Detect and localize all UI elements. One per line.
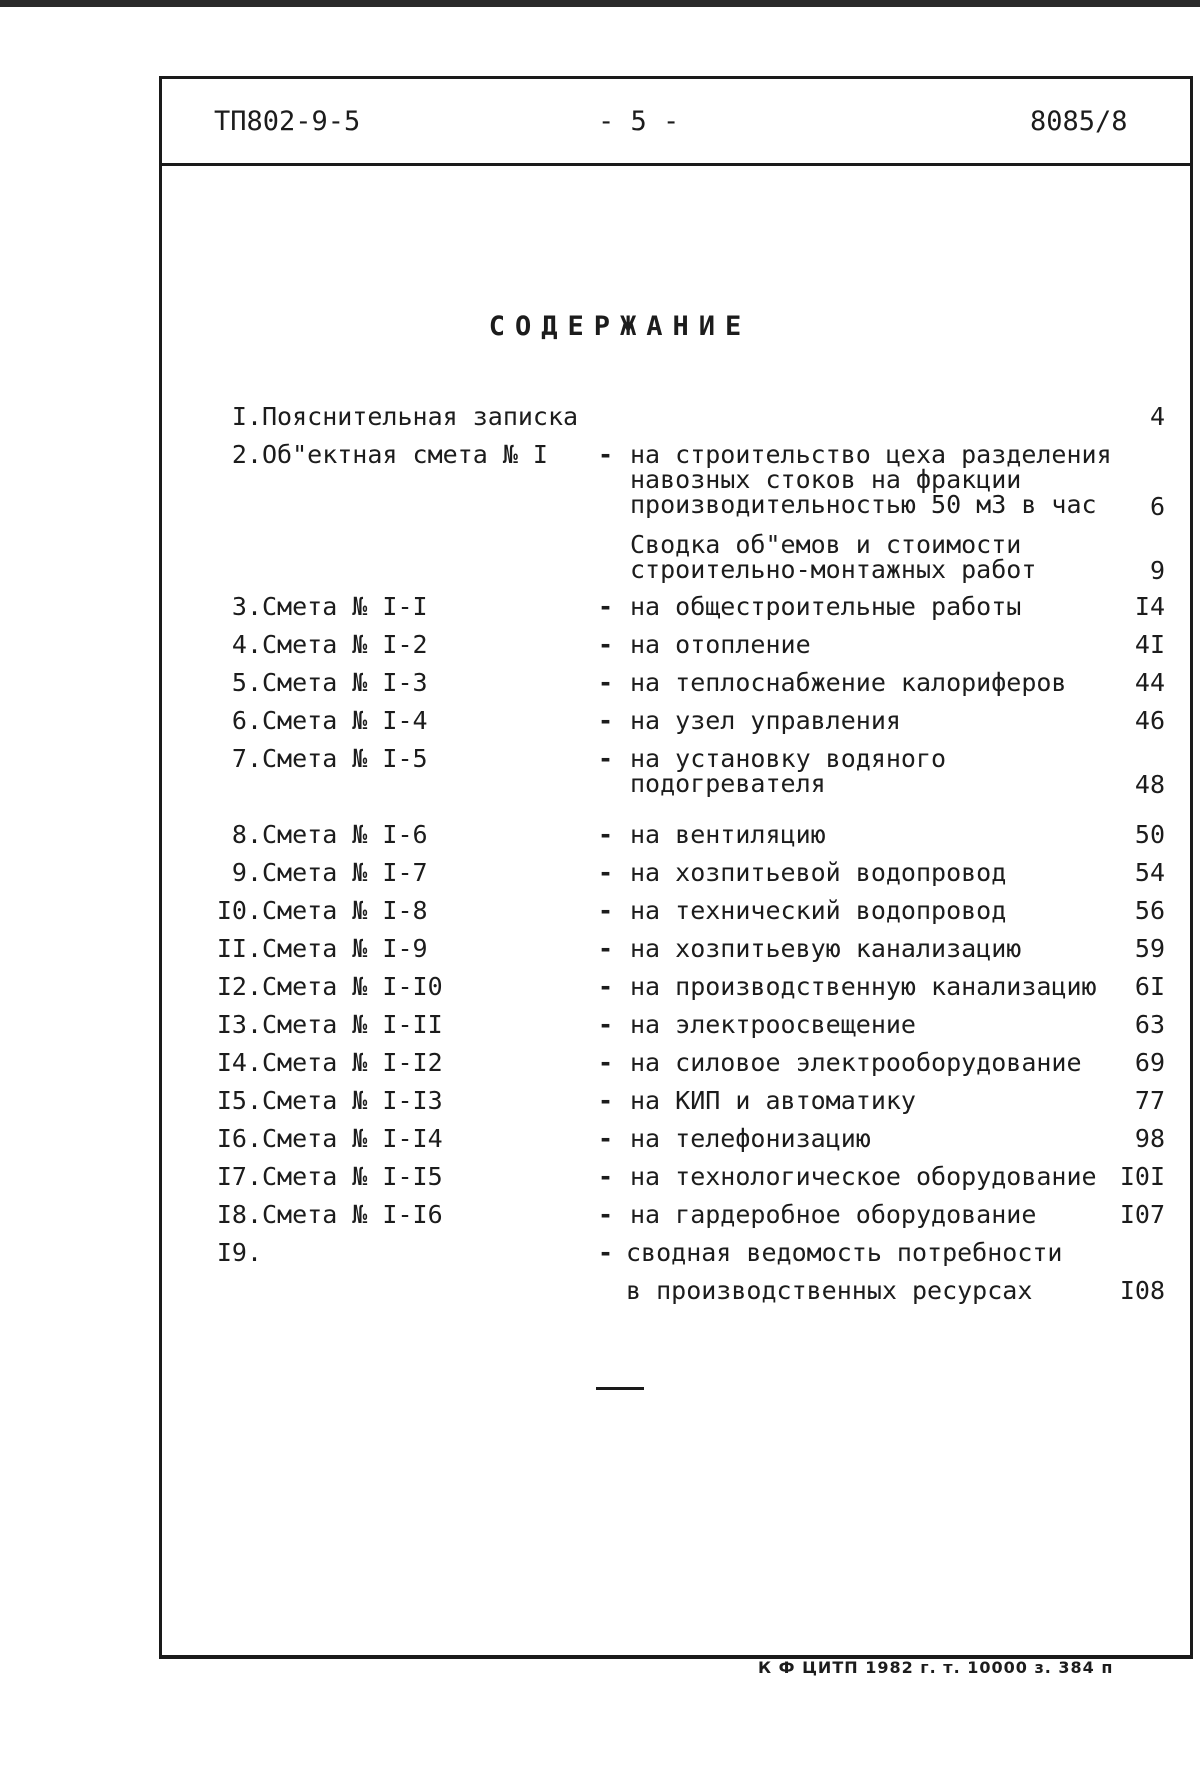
toc-item: Смета № I-8 bbox=[262, 896, 428, 925]
toc-description: Сводка об"емов и стоимости строительно-монтажных работ bbox=[630, 530, 1037, 584]
toc-item: Пояснительная записка bbox=[262, 402, 579, 431]
toc-page: I07 bbox=[1119, 1200, 1165, 1229]
toc-dash: - bbox=[598, 1238, 614, 1267]
toc-description: на телефонизацию bbox=[630, 1124, 871, 1153]
toc-number: 2. bbox=[231, 440, 262, 469]
toc-number: I0. bbox=[216, 896, 262, 925]
toc-description: на силовое электрооборудование bbox=[630, 1048, 1082, 1077]
toc-item: Смета № I-I6 bbox=[262, 1200, 443, 1229]
toc-description: на хозпитьевой водопровод bbox=[630, 858, 1007, 887]
toc-item: Смета № I-I4 bbox=[262, 1124, 443, 1153]
toc-description: на хозпитьевую канализацию bbox=[630, 934, 1022, 963]
toc-number: 7. bbox=[231, 744, 262, 773]
toc-item: Смета № I-3 bbox=[262, 668, 428, 697]
toc-item: Смета № I-4 bbox=[262, 706, 428, 735]
toc-description: на узел управления bbox=[630, 706, 901, 735]
toc-dash: - bbox=[598, 668, 614, 697]
toc-page: 48 bbox=[1134, 770, 1165, 799]
toc-page: 4 bbox=[1149, 402, 1165, 431]
toc-page: 98 bbox=[1134, 1124, 1165, 1153]
toc-dash: - bbox=[598, 934, 614, 963]
toc-dash: - bbox=[598, 1010, 614, 1039]
toc-page: 50 bbox=[1134, 820, 1165, 849]
toc-page: 63 bbox=[1134, 1010, 1165, 1039]
toc-number: I7. bbox=[216, 1162, 262, 1191]
toc-description: сводная ведомость потребности в производственных ресурсах bbox=[626, 1238, 1063, 1305]
page-title: СОДЕРЖАНИЕ bbox=[488, 311, 752, 342]
toc-item: Смета № I-6 bbox=[262, 820, 428, 849]
document-code: ТП802-9-5 bbox=[214, 106, 361, 137]
toc-number: 4. bbox=[231, 630, 262, 659]
toc-page: 44 bbox=[1134, 668, 1165, 697]
top-edge-shadow bbox=[0, 0, 1200, 7]
toc-dash: - bbox=[598, 1086, 614, 1115]
toc-item: Смета № I-II bbox=[262, 1010, 443, 1039]
toc-number: I. bbox=[231, 402, 262, 431]
toc-page: 54 bbox=[1134, 858, 1165, 887]
toc-number: I2. bbox=[216, 972, 262, 1001]
toc-item: Смета № I-I3 bbox=[262, 1086, 443, 1115]
toc-description: на теплоснабжение калориферов bbox=[630, 668, 1067, 697]
toc-page: I08 bbox=[1119, 1276, 1165, 1305]
toc-item: Смета № I-I0 bbox=[262, 972, 443, 1001]
toc-description: на технологическое оборудование bbox=[630, 1162, 1097, 1191]
toc-number: 8. bbox=[231, 820, 262, 849]
toc-page: 4I bbox=[1134, 630, 1165, 659]
toc-dash: - bbox=[598, 706, 614, 735]
toc-description: на установку водяного подогревателя bbox=[630, 744, 947, 798]
toc-item: Смета № I-I bbox=[262, 592, 428, 621]
toc-description: на производственную канализацию bbox=[630, 972, 1097, 1001]
toc-number: 5. bbox=[231, 668, 262, 697]
toc-number: I4. bbox=[216, 1048, 262, 1077]
toc-description: на отопление bbox=[630, 630, 811, 659]
toc-page: 69 bbox=[1134, 1048, 1165, 1077]
toc-number: I9. bbox=[216, 1238, 262, 1267]
toc-page: 77 bbox=[1134, 1086, 1165, 1115]
toc-page: 59 bbox=[1134, 934, 1165, 963]
toc-number: I3. bbox=[216, 1010, 262, 1039]
toc-description: на КИП и автоматику bbox=[630, 1086, 916, 1115]
header-rule bbox=[159, 163, 1193, 166]
toc-description: на электроосвещение bbox=[630, 1010, 916, 1039]
toc-number: 9. bbox=[231, 858, 262, 887]
toc-item: Смета № I-7 bbox=[262, 858, 428, 887]
toc-dash: - bbox=[598, 592, 614, 621]
toc-dash: - bbox=[598, 440, 614, 469]
toc-item: Смета № I-2 bbox=[262, 630, 428, 659]
toc-dash: - bbox=[598, 820, 614, 849]
toc-item: Смета № I-5 bbox=[262, 744, 428, 773]
printer-stamp: К Ф ЦИТП 1982 г. т. 10000 з. 384 п bbox=[758, 1658, 1114, 1677]
toc-number: 6. bbox=[231, 706, 262, 735]
toc-page: 6 bbox=[1149, 492, 1165, 521]
toc-description: на гардеробное оборудование bbox=[630, 1200, 1037, 1229]
toc-item: Смета № I-9 bbox=[262, 934, 428, 963]
toc-page: 56 bbox=[1134, 896, 1165, 925]
toc-item: Смета № I-I2 bbox=[262, 1048, 443, 1077]
toc-dash: - bbox=[598, 1162, 614, 1191]
toc-number: 3. bbox=[231, 592, 262, 621]
toc-item: Смета № I-I5 bbox=[262, 1162, 443, 1191]
toc-description: на строительство цеха разделения навозных стоков на фракции производительностью 50 м3 в час bbox=[630, 440, 1112, 519]
toc-page: 46 bbox=[1134, 706, 1165, 735]
toc-page: I4 bbox=[1134, 592, 1165, 621]
page-number: - 5 - bbox=[598, 106, 680, 137]
toc-dash: - bbox=[598, 744, 614, 773]
toc-description: на общестроительные работы bbox=[630, 592, 1022, 621]
toc-description: на технический водопровод bbox=[630, 896, 1007, 925]
toc-number: I6. bbox=[216, 1124, 262, 1153]
toc-dash: - bbox=[598, 1124, 614, 1153]
toc-dash: - bbox=[598, 896, 614, 925]
toc-dash: - bbox=[598, 972, 614, 1001]
toc-number: I8. bbox=[216, 1200, 262, 1229]
end-of-list-rule bbox=[596, 1387, 644, 1390]
toc-dash: - bbox=[598, 1048, 614, 1077]
sheet-code: 8085/8 bbox=[1030, 106, 1128, 137]
toc-page: 6I bbox=[1134, 972, 1165, 1001]
toc-item: Об"ектная смета № I bbox=[262, 440, 548, 469]
toc-dash: - bbox=[598, 1200, 614, 1229]
toc-number: II. bbox=[216, 934, 262, 963]
toc-dash: - bbox=[598, 858, 614, 887]
toc-description: на вентиляцию bbox=[630, 820, 826, 849]
toc-dash: - bbox=[598, 630, 614, 659]
toc-page: I0I bbox=[1119, 1162, 1165, 1191]
toc-number: I5. bbox=[216, 1086, 262, 1115]
toc-page: 9 bbox=[1149, 556, 1165, 585]
